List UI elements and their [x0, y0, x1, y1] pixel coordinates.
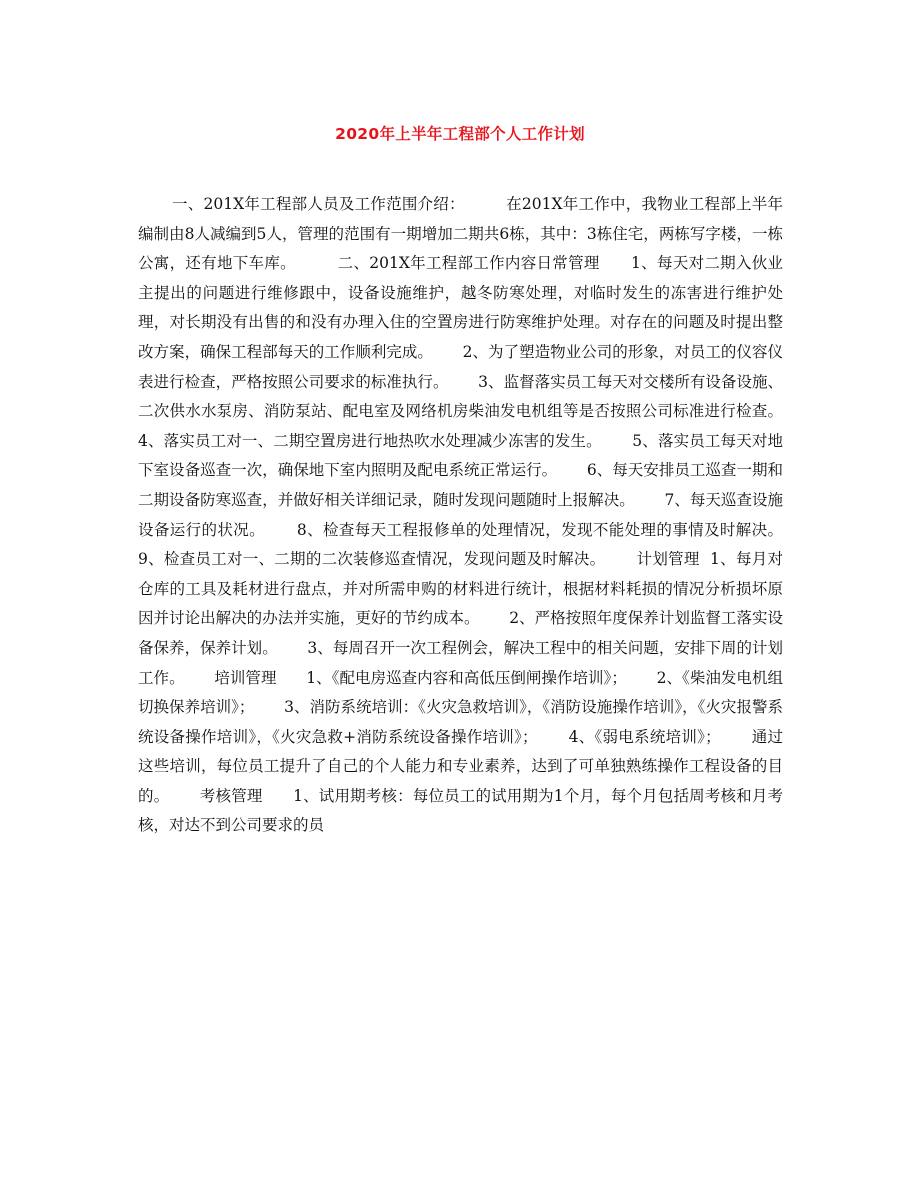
- document-body: 一、201X年工程部人员及工作范围介绍： 在201X年工作中，我物业工程部上半年编制由8人减编到5人，管理的范围有一期增加二期共6栋，其中：3栋住宅，两栋写字楼，一栋公寓，还有地下车库。 二、201X年工程部工作内容日常管理 1、每天对二期入伙业主提出的问题进行维修跟中，设备设施维护，越冬防寒处理，对临时发生的冻害进行维护处理，对长期没有出售的和没有办理入住的空置房进行防寒维护处理。对存在的问题及时提出整改方案，确保工程部每天的工作顺利完成。 2、为了塑造物业公司的形象，对员工的仪容仪表进行检查，严格按照公司要求的标准执行。 3、监督落实员工每天对交楼所有设备设施、二次供水水泵房、消防泵站、配电室及网络机房柴油发电机组等是否按照公司标准进行检查。 4、落实员工对一、二期空置房进行地热吹水处理减少冻害的发生。 5、落实员工每天对地下室设备巡查一次，确保地下室内照明及配电系统正常运行。 6、每天安排员工巡查一期和二期设备防寒巡查，并做好相关详细记录，随时发现问题随时上报解决。 7、每天巡查设施设备运行的状况。 8、检查每天工程报修单的处理情况，发现不能处理的事情及时解决。 9、检查员工对一、二期的二次装修巡查情况，发现问题及时解决。 计划管理 1、每月对仓库的工具及耗材进行盘点，并对所需申购的材料进行统计，根据材料耗损的情况分析损坏原因并讨论出解决的办法并实施，更好的节约成本。 2、严格按照年度保养计划监督工落实设备保养，保养计划。 3、每周召开一次工程例会，解决工程中的相关问题，安排下周的计划工作。 培训管理 1、《配电房巡查内容和高低压倒闸操作培训》； 2、《柴油发电机组切换保养培训》； 3、消防系统培训：《火灾急救培训》，《消防设施操作培训》，《火灾报警系统设备操作培训》，《火灾急救+消防系统设备操作培训》； 4、《弱电系统培训》； 通过这些培训，每位员工提升了自己的个人能力和专业素养，达到了可单独熟练操作工程设备的目的。 考核管理 1、试用期考核：每位员工的试用期为1个月，每个月包括周考核和月考核，对达不到公司要求的员: [138, 195, 813, 835]
- document-title: 2020年上半年工程部个人工作计划: [335, 125, 585, 143]
